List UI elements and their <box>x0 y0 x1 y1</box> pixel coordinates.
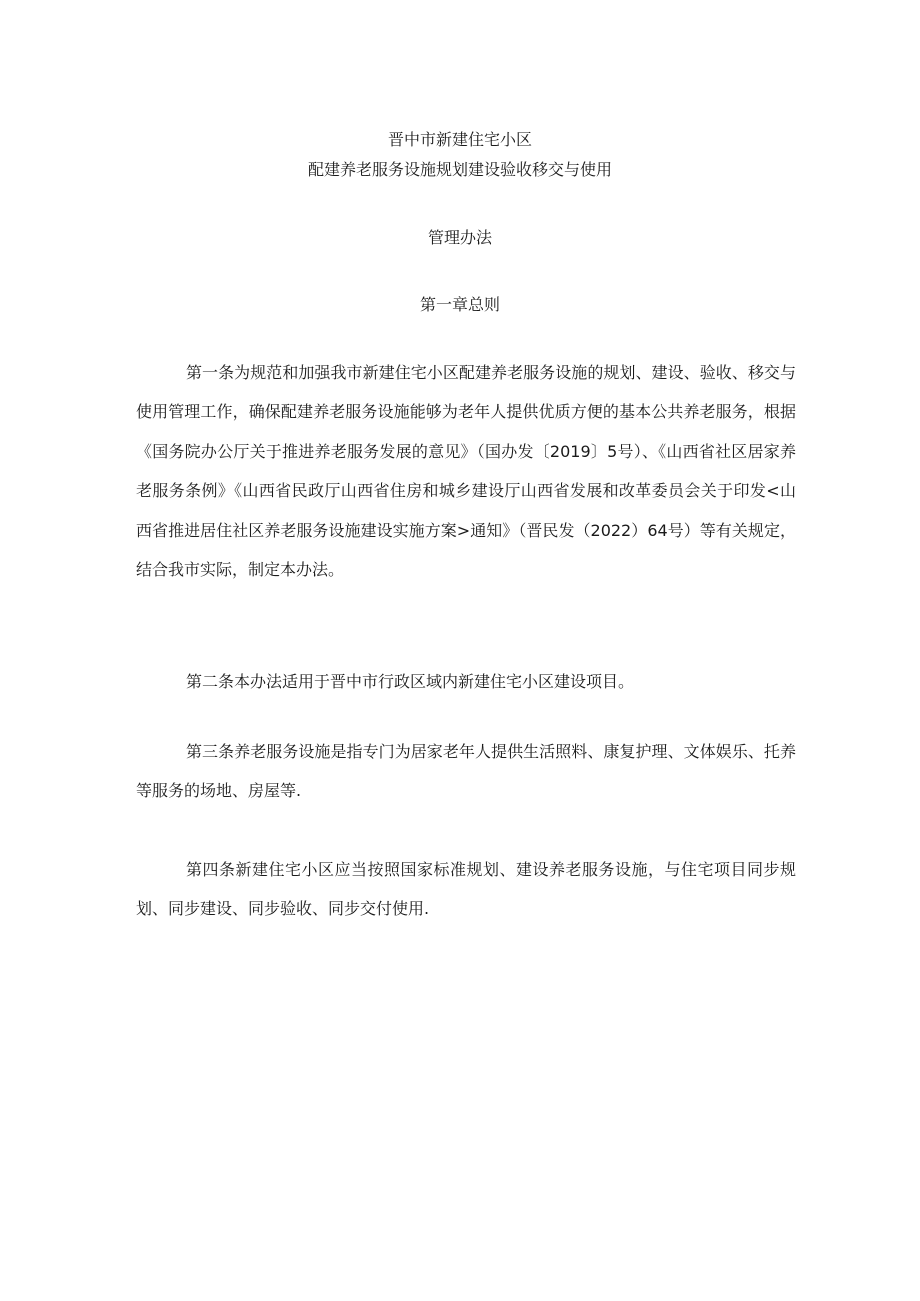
article-4: 第四条新建住宅小区应当按照国家标准规划、建设养老服务设施，与住宅项目同步规划、同步建设、同步验收、同步交付使用. <box>136 860 796 919</box>
chapter-heading: 第一章总则 <box>419 295 500 314</box>
title-line-2: 配建养老服务设施规划建设验收移交与使用 <box>307 160 612 179</box>
article-1: 第一条为规范和加强我市新建住宅小区配建养老服务设施的规划、建设、验收、移交与使用管理工作，确保配建养老服务设施能够为老年人提供优质方便的基本公共养老服务，根据《国务院办公厅关于推进养老服务发展的意见》（国办发〔2019〕5号）、《山西省社区居家养老服务条例》《山西省民政厅山西省住房和城乡建设厅山西省发展和改革委员会关于印发<山西省推进居住社区养老服务设施建设实施方案>通知》（晋民发（2022）64号）等有关规定，结合我市实际，制定本办法。 <box>136 363 796 580</box>
article-2: 第二条本办法适用于晋中市行政区域内新建住宅小区建设项目。 <box>186 672 635 691</box>
title-line-3: 管理办法 <box>427 228 492 247</box>
article-3: 第三条养老服务设施是指专门为居家老年人提供生活照料、康复护理、文体娱乐、托养等服务的场地、房屋等. <box>136 742 796 801</box>
title-line-1: 晋中市新建住宅小区 <box>387 130 532 149</box>
